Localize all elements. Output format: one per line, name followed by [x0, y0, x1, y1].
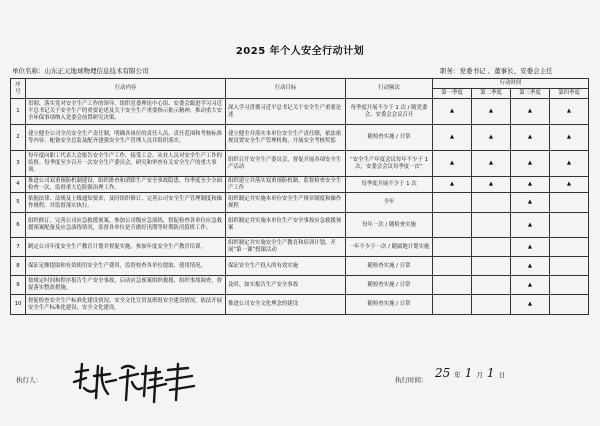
- plan-row: [11, 151, 589, 177]
- row-q3-cell: [511, 193, 550, 213]
- row-index: 10: [11, 295, 26, 315]
- row-q1-cell: [433, 193, 472, 213]
- row-frequency: 每季度开展不少于 1 次 / 随党委会、安委会会议召开: [346, 99, 433, 125]
- triangle-mark-icon: ▲: [488, 108, 494, 115]
- row-q4-cell: [550, 193, 589, 213]
- row-goal: 深入学习贯彻习近平总书记关于安全生产重要论述: [226, 99, 346, 125]
- row-q2-cell: [472, 238, 511, 257]
- triangle-mark-icon: ▲: [566, 108, 572, 115]
- triangle-mark-icon: ▲: [527, 221, 533, 228]
- row-q4-cell: [550, 213, 589, 238]
- row-index: 2: [11, 125, 26, 151]
- row-q1-cell: [433, 276, 472, 295]
- unit-name: 山东正元地球物理信息技术有限公司: [44, 67, 149, 75]
- header-q1: 第一季度: [433, 89, 472, 99]
- row-q2-cell: [472, 99, 511, 125]
- plan-row: [11, 295, 589, 315]
- row-index: 9: [11, 276, 26, 295]
- row-q1-cell: [433, 238, 472, 257]
- row-q4-cell: [550, 257, 589, 276]
- row-q4-cell: [550, 295, 589, 315]
- date-day-unit: 日: [498, 371, 506, 379]
- row-frequency: 全年: [346, 193, 433, 213]
- row-q1-cell: [433, 213, 472, 238]
- row-q3-cell: [511, 213, 550, 238]
- triangle-mark-icon: ▲: [527, 301, 533, 308]
- row-frequency: 随检查实施 / 日常: [346, 295, 433, 315]
- date-month-unit: 月: [476, 371, 483, 379]
- triangle-mark-icon: ▲: [527, 181, 533, 188]
- date-year-unit: 年: [454, 371, 461, 379]
- row-frequency: 随检查实施 / 日常: [346, 257, 433, 276]
- date-year: 25: [435, 366, 451, 380]
- header-index: 序号: [11, 79, 26, 99]
- row-q1-cell: [433, 125, 472, 151]
- row-index: 7: [11, 238, 26, 257]
- header-time: 行动时间: [433, 79, 589, 89]
- triangle-mark-icon: ▲: [527, 243, 533, 250]
- row-goal: 组织建立并落实双重预防机制，监督检查安全生产工作: [226, 177, 346, 193]
- row-goal: 组织制定并实施本单位生产安全事故应急救援预案: [226, 213, 346, 238]
- row-index: 5: [11, 193, 26, 213]
- row-q1-cell: [433, 99, 472, 125]
- row-q2-cell: [472, 177, 511, 193]
- position-line: [440, 66, 553, 75]
- plan-row: [11, 193, 589, 213]
- header-row-1: [11, 79, 589, 89]
- triangle-mark-icon: ▲: [449, 108, 455, 115]
- header-q3: 第三季度: [511, 89, 550, 99]
- row-q3-cell: [511, 99, 550, 125]
- triangle-mark-icon: ▲: [527, 134, 533, 141]
- position-label: 职务：: [440, 67, 460, 75]
- triangle-mark-icon: ▲: [566, 160, 572, 167]
- row-q3-cell: [511, 257, 550, 276]
- plan-row: [11, 99, 589, 125]
- row-content: 依据法律、法规及上级通知要求，及时组织修订、完善公司安全生产管理制度和操作规程，并监督落实执行。: [26, 193, 226, 213]
- position-value: 党委书记 、董事长、安委会主任: [459, 67, 553, 75]
- row-content: 建立健全公司全员安全生产责任制，明确各岗位的责任人员、责任范围和考核标准等内容。配备安全总监及配齐建强安全生产管理人员并组织落实。: [26, 125, 226, 151]
- triangle-mark-icon: ▲: [527, 160, 533, 167]
- plan-row: [11, 276, 589, 295]
- row-frequency: 随检查实施 / 日常: [346, 125, 433, 151]
- row-q4-cell: [550, 99, 589, 125]
- row-frequency: 每年一次 / 随检查实施: [346, 213, 433, 238]
- date-month: 1: [464, 366, 473, 380]
- row-index: 4: [11, 177, 26, 193]
- plan-row: [11, 213, 589, 238]
- row-q3-cell: [511, 125, 550, 151]
- row-q3-cell: [511, 295, 550, 315]
- handwritten-date: [435, 366, 505, 380]
- unit-label: 单位名称：: [12, 67, 45, 75]
- row-q4-cell: [550, 151, 589, 177]
- row-frequency: “安全生产年度会议每年不少于 1 次，安委会会议每季度一次”: [346, 151, 433, 177]
- row-q1-cell: [433, 151, 472, 177]
- row-content: 贯彻、落实党对安全生产工作的领导，组织党委理论中心组、安委会跟进学习习近平总书记关于安全生产的重要论述及关于安全生产重要指示批示精神，推动重大安全环保事项纳入党委会前置研究决策。: [26, 99, 226, 125]
- row-q2-cell: [472, 193, 511, 213]
- executor-label: 执行人：: [16, 376, 42, 384]
- row-q4-cell: [550, 276, 589, 295]
- row-goal: 组织召开安全生产委员会，督促开展各项安全生产活动: [226, 151, 346, 177]
- triangle-mark-icon: ▲: [449, 160, 455, 167]
- row-content: 制定公司年度安全生产教育计划并督促实施，参加年度安全生产教育培训。: [26, 238, 226, 257]
- header-frequency: 行动频次: [346, 79, 433, 99]
- triangle-mark-icon: ▲: [527, 108, 533, 115]
- row-q3-cell: [511, 151, 550, 177]
- plan-body: [11, 99, 589, 315]
- handwritten-signature: [70, 358, 200, 404]
- triangle-mark-icon: ▲: [449, 134, 455, 141]
- header-content: 行动内容: [26, 79, 226, 99]
- row-index: 1: [11, 99, 26, 125]
- action-plan-table: [10, 78, 589, 315]
- row-index: 3: [11, 151, 26, 177]
- date-day: 1: [486, 366, 495, 380]
- row-content: 组织修订、完善公司应急救援预案，参加公司级应急演练，督促检查各单位应急救援预案配备及应急演练情况，监督各单位是否做好汛期等时期防汛值班工作。: [26, 213, 226, 238]
- triangle-mark-icon: ▲: [449, 181, 455, 188]
- plan-row: [11, 177, 589, 193]
- row-q1-cell: [433, 295, 472, 315]
- row-goal: 保证安全生产投入的有效实施: [226, 257, 346, 276]
- row-q4-cell: [550, 125, 589, 151]
- row-q3-cell: [511, 276, 550, 295]
- row-frequency: 每季度开展不少于 1 次: [346, 177, 433, 193]
- plan-row: [11, 125, 589, 151]
- row-index: 8: [11, 257, 26, 276]
- header-q4: 第四季度: [550, 89, 589, 99]
- row-q2-cell: [472, 213, 511, 238]
- row-q2-cell: [472, 151, 511, 177]
- row-goal: 组织制定并实施本单位安全生产规章制度和操作规程: [226, 193, 346, 213]
- row-goal: 推进公司安全文化理念的建设: [226, 295, 346, 315]
- header-goal: 行动目标: [226, 79, 346, 99]
- row-frequency: 随检查实施 / 日常: [346, 276, 433, 295]
- plan-row: [11, 257, 589, 276]
- row-q2-cell: [472, 295, 511, 315]
- row-q2-cell: [472, 125, 511, 151]
- row-content: 督促检查安全生产标准化建设情况、安全文化宣贯及班组安全建设情况，依法开展安全生产标准化建设、安全文化建设。: [26, 295, 226, 315]
- triangle-mark-icon: ▲: [488, 181, 494, 188]
- row-q4-cell: [550, 177, 589, 193]
- row-index: 6: [11, 213, 26, 238]
- plan-row: [11, 238, 589, 257]
- triangle-mark-icon: ▲: [527, 262, 533, 269]
- row-content: 每年度向职工代表大会报告安全生产工作，接受工会、从业人员对安全生产工作的监督。每季度至少召开一次安全生产委员会，研究和审查有关安全生产的重大事项。: [26, 151, 226, 177]
- date-label: 执行时间：: [395, 376, 428, 384]
- triangle-mark-icon: ▲: [566, 134, 572, 141]
- row-goal: 建立健全并落实本单位安全生产责任制，依法依规设置安全生产管理机构，开展安全考核奖惩: [226, 125, 346, 151]
- triangle-mark-icon: ▲: [488, 160, 494, 167]
- triangle-mark-icon: ▲: [527, 281, 533, 288]
- row-content: 保证足额提取和有效使用安全生产费用，监督检查各单位提取、使用情况。: [26, 257, 226, 276]
- unit-line: [12, 66, 149, 75]
- row-q3-cell: [511, 238, 550, 257]
- row-q1-cell: [433, 257, 472, 276]
- row-q2-cell: [472, 276, 511, 295]
- row-q1-cell: [433, 177, 472, 193]
- triangle-mark-icon: ▲: [566, 181, 572, 188]
- row-goal: 及时、如实报告生产安全事故: [226, 276, 346, 295]
- triangle-mark-icon: ▲: [488, 134, 494, 141]
- row-q2-cell: [472, 257, 511, 276]
- document-title: 2025 年个人安全行动计划: [235, 46, 365, 57]
- executor-line: [16, 375, 42, 384]
- row-q4-cell: [550, 238, 589, 257]
- row-frequency: 一年不少于一次 / 随属地计划实施: [346, 238, 433, 257]
- row-q3-cell: [511, 177, 550, 193]
- row-goal: 组织制定并实施安全生产教育和培训计划，开展“第一课”授课活动: [226, 238, 346, 257]
- header-q2: 第二季度: [472, 89, 511, 99]
- triangle-mark-icon: ▲: [527, 199, 533, 206]
- row-content: 推进公司双重预防机制建设，组织排查和消除生产安全事故隐患，每季度至少全面检查一次，监督重大危险源治理工作。: [26, 177, 226, 193]
- row-content: 按规定时间和程序报告生产安全事故，启动应急预案组织救援，组织事故调查，督促落实整改措施。: [26, 276, 226, 295]
